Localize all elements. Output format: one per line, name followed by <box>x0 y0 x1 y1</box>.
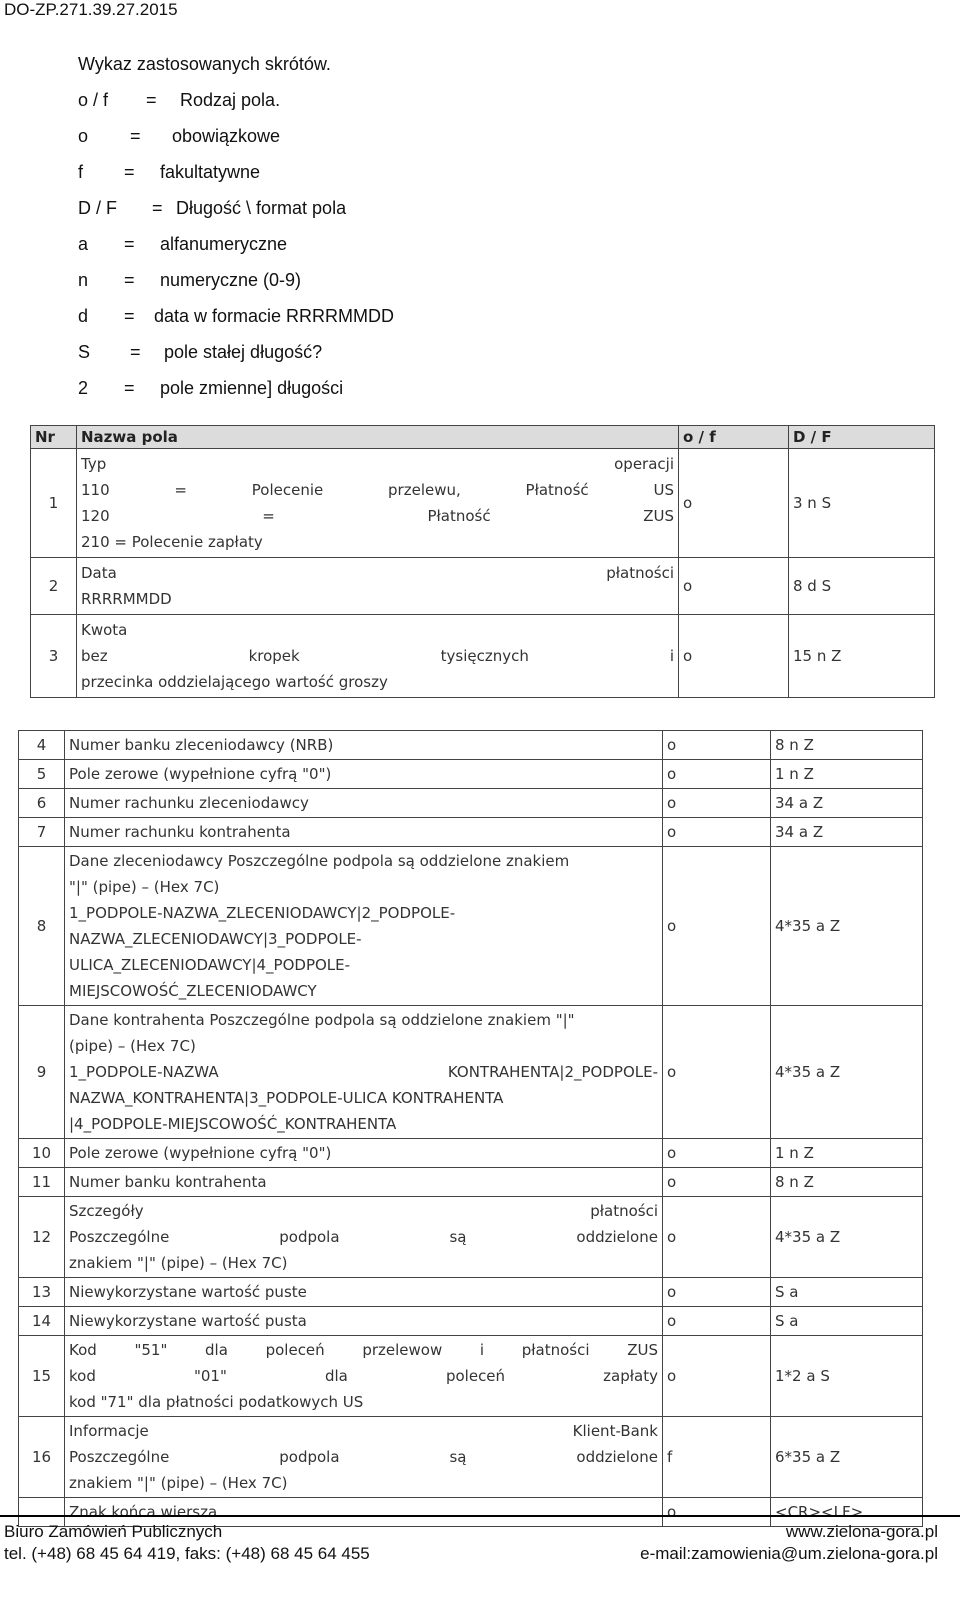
fields-table-part-2 <box>18 730 923 1527</box>
table1-body <box>31 449 935 698</box>
legend-row <box>78 82 394 118</box>
legend-symbol: o / f <box>78 90 109 110</box>
field-name-word: MIEJSCOWOŚĆ_ZLECENIODAWCY <box>69 982 317 1000</box>
table-row <box>19 1139 923 1168</box>
table-row <box>19 731 923 760</box>
field-name-word: Informacje <box>69 1422 149 1440</box>
legend-row <box>78 298 394 334</box>
cell-field-name <box>65 1139 663 1168</box>
field-name-word: Szczegóły <box>69 1202 144 1220</box>
legend-description: pole stałej długość? <box>164 342 323 362</box>
cell-of: o <box>663 1498 771 1527</box>
field-name-word: oddzielone <box>576 1228 658 1246</box>
table-row <box>19 847 923 1006</box>
legend-equals: = <box>130 126 141 146</box>
footer-email-link[interactable]: e-mail:zamowienia@um.zielona-gora.pl <box>640 1544 938 1563</box>
field-name-word: poleceń <box>445 1367 506 1385</box>
cell-of: o <box>679 558 789 615</box>
field-name-word: |4_PODPOLE-MIEJSCOWOŚĆ_KONTRAHENTA <box>69 1115 397 1133</box>
field-name-line <box>81 503 674 529</box>
field-name-word: tysięcznych <box>440 647 529 665</box>
legend-symbol: a <box>78 234 89 254</box>
cell-df: S a <box>771 1307 923 1336</box>
legend-row <box>78 190 394 226</box>
field-name-word: podpola <box>279 1448 340 1466</box>
field-name-word: 1_PODPOLE-NAZWA_ZLECENIODAWCY|2_PODPOLE- <box>69 904 456 922</box>
legend-symbol: n <box>78 270 89 290</box>
cell-nr: 2 <box>31 558 77 615</box>
cell-of: o <box>663 1336 771 1417</box>
field-name-word: i <box>479 1341 485 1359</box>
field-name-line <box>69 1033 658 1059</box>
field-name-line <box>81 451 674 477</box>
cell-df: 34 a Z <box>771 789 923 818</box>
field-name-word: dla <box>324 1367 348 1385</box>
field-name-word: Numer rachunku kontrahenta <box>69 823 291 841</box>
table2-body <box>19 731 923 1527</box>
field-name-line <box>69 1085 658 1111</box>
cell-nr: 14 <box>19 1307 65 1336</box>
cell-nr: 1 <box>31 449 77 558</box>
cell-df: 1 n Z <box>771 760 923 789</box>
field-name-word: Poszczególne <box>69 1228 170 1246</box>
field-name-word: NAZWA_KONTRAHENTA|3_PODPOLE-ULICA KONTRAHENTA <box>69 1089 504 1107</box>
legend-row <box>78 334 394 370</box>
legend-equals: = <box>152 198 163 218</box>
cell-df: 3 n S <box>789 449 935 558</box>
cell-nr: 9 <box>19 1006 65 1139</box>
cell-of: o <box>663 818 771 847</box>
cell-of: o <box>679 615 789 698</box>
field-name-word: Numer banku zleceniodawcy (NRB) <box>69 736 334 754</box>
field-name-word: są <box>449 1448 467 1466</box>
field-name-word: Płatność <box>427 507 491 525</box>
cell-field-name <box>65 1168 663 1197</box>
field-name-word: kod <box>69 1367 96 1385</box>
cell-nr: 7 <box>19 818 65 847</box>
legend-symbol: f <box>78 162 84 182</box>
field-name-word: US <box>653 481 674 499</box>
cell-nr: 15 <box>19 1336 65 1417</box>
cell-df: 8 n Z <box>771 731 923 760</box>
field-name-word: Numer rachunku zleceniodawcy <box>69 794 309 812</box>
field-name-word: oddzielone <box>576 1448 658 1466</box>
field-name-word: "|" (pipe) – (Hex 7C) <box>69 878 220 896</box>
field-name-word: poleceń <box>265 1341 325 1359</box>
field-name-line <box>69 1007 658 1033</box>
field-name-word: Numer banku kontrahenta <box>69 1173 267 1191</box>
legend-equals: = <box>124 162 135 182</box>
cell-field-name <box>65 1307 663 1336</box>
fields-table-part-1 <box>30 425 935 698</box>
field-name-line <box>81 586 674 612</box>
header-nr: Nr <box>31 426 77 449</box>
field-name-line <box>69 1250 658 1276</box>
cell-df: 8 d S <box>789 558 935 615</box>
footer-divider <box>0 1515 960 1517</box>
table-header-row <box>31 426 935 449</box>
field-name-word: 1_PODPOLE-NAZWA <box>69 1063 219 1081</box>
footer-office: Biuro Zamówień Publicznych <box>4 1522 223 1541</box>
cell-nr: 10 <box>19 1139 65 1168</box>
table-row <box>19 760 923 789</box>
legend-title-text: Wykaz zastosowanych skrótów. <box>78 54 331 74</box>
cell-field-name <box>77 558 679 615</box>
cell-of: o <box>663 1168 771 1197</box>
field-name-line <box>81 529 674 555</box>
field-name-line <box>69 1308 658 1334</box>
field-name-word: (pipe) – (Hex 7C) <box>69 1037 196 1055</box>
cell-field-name <box>65 731 663 760</box>
legend-equals: = <box>124 306 135 326</box>
field-name-word: Pole zerowe (wypełnione cyfrą "0") <box>69 765 332 783</box>
legend-description: numeryczne (0-9) <box>160 270 302 290</box>
cell-df: 15 n Z <box>789 615 935 698</box>
table-row <box>19 1417 923 1498</box>
cell-of: o <box>663 1006 771 1139</box>
field-name-line <box>69 1111 658 1137</box>
field-name-line <box>69 1140 658 1166</box>
footer-phone: tel. (+48) 68 45 64 419, faks: (+48) 68 45 64 455 <box>4 1544 370 1563</box>
cell-of: o <box>663 1278 771 1307</box>
cell-nr: 13 <box>19 1278 65 1307</box>
field-name-word: Pole zerowe (wypełnione cyfrą "0") <box>69 1144 332 1162</box>
cell-df: 4*35 a Z <box>771 847 923 1006</box>
field-name-line <box>69 1224 658 1250</box>
legend-equals: = <box>146 90 157 110</box>
field-name-word: płatności <box>590 1202 658 1220</box>
cell-df: 6*35 a Z <box>771 1417 923 1498</box>
cell-field-name <box>65 847 663 1006</box>
cell-field-name <box>65 1336 663 1417</box>
legend-equals: = <box>130 342 141 362</box>
field-name-word: Płatność <box>525 481 589 499</box>
field-name-word: Znak końca wiersza <box>69 1503 218 1521</box>
field-name-line <box>69 874 658 900</box>
table-row <box>19 1168 923 1197</box>
field-name-word: "51" <box>134 1341 168 1359</box>
cell-field-name <box>65 1417 663 1498</box>
field-name-word: Klient-Bank <box>572 1422 658 1440</box>
field-name-word: Dane zleceniodawcy Poszczególne podpola są oddzielone znakiem <box>69 852 570 870</box>
cell-field-name <box>77 615 679 698</box>
legend-equals: = <box>124 378 135 398</box>
field-name-line <box>69 1337 658 1363</box>
field-name-word: są <box>449 1228 467 1246</box>
cell-df: 4*35 a Z <box>771 1006 923 1139</box>
field-name-line <box>81 643 674 669</box>
field-name-word: ULICA_ZLECENIODAWCY|4_PODPOLE- <box>69 956 351 974</box>
field-name-word: przecinka oddzielającego wartość groszy <box>81 673 388 691</box>
cell-of: o <box>679 449 789 558</box>
field-name-word: RRRRMMDD <box>81 590 172 608</box>
legend-symbol: 2 <box>78 378 89 398</box>
cell-field-name <box>65 818 663 847</box>
field-name-word: operacji <box>614 455 674 473</box>
legend-symbol: o <box>78 126 89 146</box>
cell-nr: 4 <box>19 731 65 760</box>
field-name-word: Poszczególne <box>69 1448 170 1466</box>
cell-field-name <box>77 449 679 558</box>
header-of: o / f <box>679 426 789 449</box>
field-name-word: Typ <box>81 455 107 473</box>
cell-nr: 5 <box>19 760 65 789</box>
field-name-line <box>69 978 658 1004</box>
field-name-word: 120 <box>81 507 110 525</box>
legend-equals: = <box>124 270 135 290</box>
cell-of: o <box>663 731 771 760</box>
field-name-line <box>69 1169 658 1195</box>
cell-field-name <box>65 1278 663 1307</box>
field-name-word: "01" <box>193 1367 227 1385</box>
legend-description: fakultatywne <box>160 162 261 182</box>
field-name-line <box>69 1444 658 1470</box>
table-row <box>31 449 935 558</box>
cell-df: 8 n Z <box>771 1168 923 1197</box>
cell-nr: 6 <box>19 789 65 818</box>
table-row <box>19 1006 923 1139</box>
field-name-line <box>69 1470 658 1496</box>
legend-description: data w formacie RRRRMMDD <box>154 306 395 326</box>
field-name-word: kropek <box>248 647 300 665</box>
field-name-word: płatności <box>606 564 674 582</box>
document-id: DO-ZP.271.39.27.2015 <box>4 0 178 19</box>
cell-of: o <box>663 1197 771 1278</box>
field-name-word: przelewu, <box>388 481 461 499</box>
field-name-line <box>69 1418 658 1444</box>
cell-of: o <box>663 847 771 1006</box>
field-name-line <box>81 560 674 586</box>
legend-row <box>78 118 394 154</box>
field-name-word: = <box>174 481 187 499</box>
legend-equals: = <box>124 234 135 254</box>
legend-description: Długość \ format pola <box>176 198 347 218</box>
field-name-line <box>69 900 658 926</box>
legend-row <box>78 154 394 190</box>
legend-title <box>78 46 394 82</box>
cell-nr: 3 <box>31 615 77 698</box>
field-name-line <box>69 1279 658 1305</box>
table-row <box>19 789 923 818</box>
cell-df: 1 n Z <box>771 1139 923 1168</box>
cell-field-name <box>65 789 663 818</box>
legend-symbol: d <box>78 306 89 326</box>
field-name-line <box>69 926 658 952</box>
legend-row <box>78 262 394 298</box>
table-row <box>19 1197 923 1278</box>
field-name-line <box>69 1363 658 1389</box>
cell-field-name <box>65 760 663 789</box>
field-name-word: ZUS <box>627 1341 658 1359</box>
footer-website-link[interactable]: www.zielona-gora.pl <box>785 1522 938 1541</box>
field-name-line <box>81 669 674 695</box>
field-name-word: Kwota <box>81 621 128 639</box>
legend-description: pole zmienne] długości <box>160 378 344 398</box>
legend-row <box>78 370 394 406</box>
table-row <box>19 1278 923 1307</box>
field-name-word: Data <box>81 564 117 582</box>
field-name-word: znakiem "|" (pipe) – (Hex 7C) <box>69 1254 288 1272</box>
legend-description: alfanumeryczne <box>160 234 288 254</box>
cell-nr: 11 <box>19 1168 65 1197</box>
table-row <box>31 558 935 615</box>
cell-df: 1*2 a S <box>771 1336 923 1417</box>
cell-nr: 12 <box>19 1197 65 1278</box>
field-name-word: dla <box>205 1341 228 1359</box>
field-name-line <box>69 761 658 787</box>
field-name-line <box>69 1198 658 1224</box>
field-name-word: 110 <box>81 481 110 499</box>
field-name-word: NAZWA_ZLECENIODAWCY|3_PODPOLE- <box>69 930 362 948</box>
legend-row <box>78 226 394 262</box>
field-name-word: znakiem "|" (pipe) – (Hex 7C) <box>69 1474 288 1492</box>
cell-of: o <box>663 1139 771 1168</box>
field-name-word: bez <box>81 647 108 665</box>
legend-symbol: D / F <box>78 198 117 218</box>
field-name-word: Kod <box>69 1341 97 1359</box>
field-name-word: = <box>262 507 275 525</box>
field-name-word: Dane kontrahenta Poszczególne podpola są oddzielone znakiem "|" <box>69 1011 575 1029</box>
table-row <box>19 818 923 847</box>
cell-of: o <box>663 789 771 818</box>
field-name-word: podpola <box>279 1228 340 1246</box>
field-name-word: Polecenie <box>251 481 324 499</box>
cell-field-name <box>65 1006 663 1139</box>
cell-of: o <box>663 760 771 789</box>
legend-description: obowiązkowe <box>172 126 281 146</box>
field-name-word: kod "71" dla płatności podatkowych US <box>69 1393 364 1411</box>
cell-nr: 8 <box>19 847 65 1006</box>
field-name-line <box>69 1389 658 1415</box>
field-name-line <box>69 1059 658 1085</box>
field-name-line <box>81 617 674 643</box>
abbreviations-legend <box>78 46 394 406</box>
legend-description: Rodzaj pola. <box>180 90 281 110</box>
field-name-word: Niewykorzystane wartość puste <box>69 1283 307 1301</box>
cell-field-name <box>65 1197 663 1278</box>
field-name-line <box>69 952 658 978</box>
table-row <box>19 1307 923 1336</box>
field-name-word: Niewykorzystane wartość pusta <box>69 1312 307 1330</box>
cell-nr: 16 <box>19 1417 65 1498</box>
field-name-line <box>69 732 658 758</box>
field-name-line <box>81 477 674 503</box>
cell-of: o <box>663 1307 771 1336</box>
field-name-word: 210 = Polecenie zapłaty <box>81 533 263 551</box>
cell-df: 34 a Z <box>771 818 923 847</box>
field-name-line <box>69 848 658 874</box>
cell-df: S a <box>771 1278 923 1307</box>
field-name-line <box>69 790 658 816</box>
table-row <box>31 615 935 698</box>
field-name-word: płatności <box>521 1341 590 1359</box>
field-name-line <box>69 819 658 845</box>
legend-symbol: S <box>78 342 91 362</box>
table-row <box>19 1336 923 1417</box>
field-name-word: ZUS <box>643 507 674 525</box>
field-name-word: i <box>669 647 674 665</box>
field-name-word: zapłaty <box>603 1367 658 1385</box>
header-field-name: Nazwa pola <box>77 426 679 449</box>
field-name-word: KONTRAHENTA|2_PODPOLE- <box>447 1063 658 1081</box>
header-df: D / F <box>789 426 935 449</box>
cell-of: f <box>663 1417 771 1498</box>
cell-df: 4*35 a Z <box>771 1197 923 1278</box>
cell-df: <CR><LF> <box>771 1498 923 1527</box>
field-name-word: przelewow <box>362 1341 443 1359</box>
